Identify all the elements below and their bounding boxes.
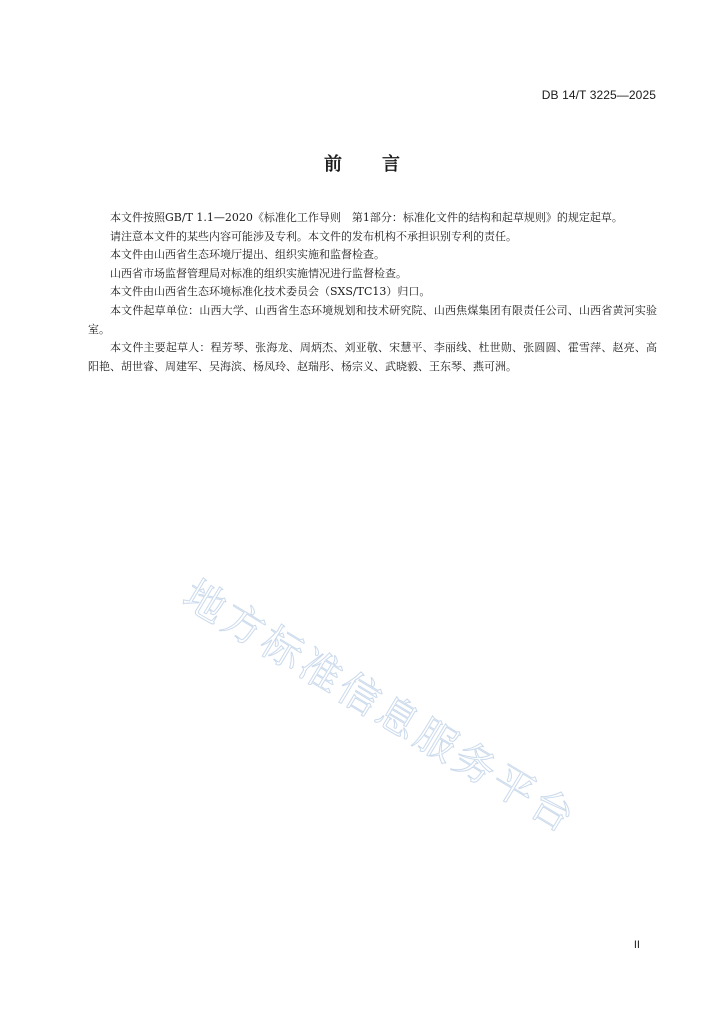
document-number: DB 14/T 3225—2025	[541, 88, 656, 102]
paragraph-drafting-basis: 本文件按照GB/T 1.1—2020《标准化工作导则 第1部分：标准化文件的结构和起草规则》的规定起草。	[110, 211, 623, 224]
title-char-2: 言	[382, 154, 400, 175]
paragraph-supervision: 山西省市场监督管理局对标准的组织实施情况进行监督检查。	[110, 266, 407, 280]
paragraph-drafters: 本文件主要起草人：程芳琴、张海龙、周炳杰、刘亚敬、宋慧平、李丽线、杜世勋、张圆圆、霍雪萍、赵亮、高阳艳、胡世睿、周建军、吴海滨、杨凤玲、赵瑞彤、杨宗义、武晓毅、王东琴、燕可洲。	[88, 341, 657, 373]
paragraph-committee: 本文件由山西省生态环境标准化技术委员会（SXS/TC13）归口。	[110, 285, 431, 299]
title-char-1: 前	[324, 154, 342, 175]
paragraph-drafting-units: 本文件起草单位：山西大学、山西省生态环境规划和技术研究院、山西焦煤集团有限责任公司、山西省黄河实验室。	[88, 303, 657, 336]
paragraph-proposer: 本文件由山西省生态环境厅提出、组织实施和监督检查。	[110, 248, 385, 262]
watermark: 地方标准信息服务平台	[174, 570, 586, 844]
paragraph-patent-notice: 请注意本文件的某些内容可能涉及专利。本文件的发布机构不承担识别专利的责任。	[110, 229, 517, 243]
foreword-body	[88, 209, 657, 376]
page-number: II	[633, 939, 640, 951]
page-title	[0, 150, 724, 176]
